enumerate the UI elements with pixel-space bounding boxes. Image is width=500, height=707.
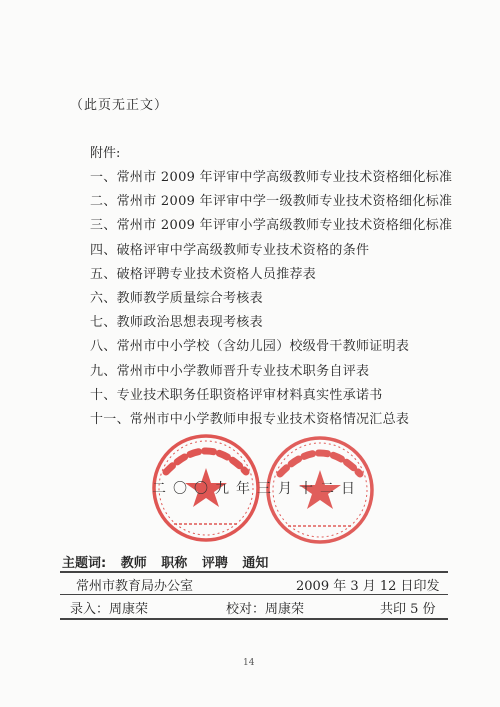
subject-keywords: [62, 552, 268, 571]
attachment-item: 四、破格评审中学高级教师专业技术资格的条件: [90, 242, 370, 258]
subject-label: 主题词:: [62, 556, 107, 571]
keyword: 评聘: [201, 556, 228, 571]
divider: [60, 618, 448, 620]
attachment-item: 三、常州市 2009 年评审小学高级教师专业技术资格细化标准: [90, 218, 453, 234]
attachments-list: [90, 166, 452, 432]
attachment-item: 六、教师教学质量综合考核表: [90, 290, 263, 306]
signature-date: 二〇〇九年三月十二日: [152, 481, 362, 497]
attachments-title: 附件:: [90, 146, 121, 161]
keyword: 通知: [242, 556, 269, 571]
issue-date: 2009 年 3 月 12 日印发: [296, 579, 440, 594]
entry-clerk: 录入：周康荣: [70, 602, 149, 617]
divider: [60, 571, 448, 573]
attachment-item: 十、专业技术职务任职资格评审材料真实性承诺书: [90, 387, 383, 403]
copy-count: 共印 5 份: [380, 602, 436, 617]
attachment-item: 七、教师政治思想表现考核表: [90, 315, 263, 331]
issuing-office: 常州市教育局办公室: [76, 579, 194, 594]
attachment-item: 二、常州市 2009 年评审中学一级教师专业技术资格细化标准: [90, 194, 453, 210]
keyword: 职称: [161, 556, 188, 571]
attachment-item: 一、常州市 2009 年评审中学高级教师专业技术资格细化标准: [90, 170, 453, 185]
attachment-item: 八、常州市中小学校（含幼儿园）校级骨干教师证明表: [90, 339, 410, 355]
divider: [60, 594, 448, 595]
page-number: 14: [243, 658, 255, 668]
attachment-item: 五、破格评聘专业技术资格人员推荐表: [90, 266, 317, 282]
no-body-note: （此页无正文）: [70, 98, 169, 113]
proofreader: 校对：周康荣: [226, 602, 305, 617]
attachment-item: 九、常州市中小学教师晋升专业技术职务自评表: [90, 363, 370, 379]
keyword: 教师: [120, 556, 147, 571]
attachment-item: 十一、常州市中小学教师申报专业技术资格情况汇总表: [90, 411, 410, 427]
